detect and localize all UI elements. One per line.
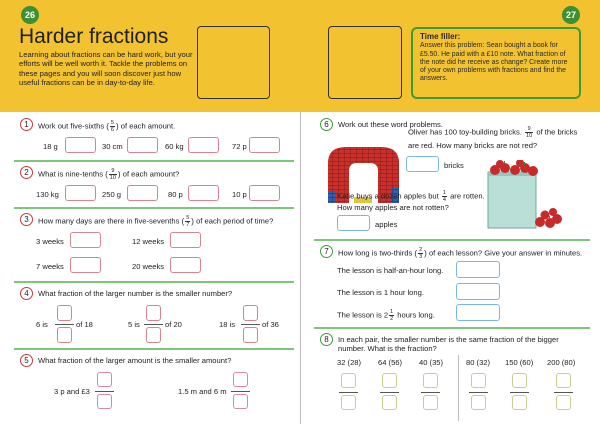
q4-denominator-box[interactable] [146,327,161,343]
question-1-text-a: Work out five-sixths [38,121,105,131]
q4-numerator-box[interactable] [243,305,258,321]
page-gutter [300,112,301,424]
q1-answer-box[interactable] [127,137,158,153]
q8-pair-label: 40 (35) [419,358,444,367]
q8-pair-label: 150 (60) [505,358,534,367]
fraction-bar [339,392,358,393]
q6-problem1-text-b: of the bricks [536,127,578,137]
q6-apples-answer-box[interactable] [337,215,370,231]
q4-item-label: 18 is [219,320,236,329]
q8-numerator-box[interactable] [341,373,356,388]
apple-bag-illustration [458,160,563,230]
q8-separator [458,355,459,421]
q2-answer-box[interactable] [127,185,158,201]
question-7-text-b: of each lesson? Give your answer in minutes. [428,248,583,258]
q2-answer-box[interactable] [65,185,96,201]
q1-answer-box[interactable] [249,137,280,153]
page-number-left: 26 [21,6,39,24]
q5-numerator-box[interactable] [233,372,248,387]
q5-denominator-box[interactable] [97,394,112,409]
q8-pair-label: 80 (32) [466,358,491,367]
question-8-text-line2: number. What is the fraction? [338,344,437,353]
q2-answer-box[interactable] [249,185,280,201]
q6-apples-unit: apples [375,220,398,229]
blank-panel-left [197,26,270,99]
fraction-bar [469,392,488,393]
fraction-bar [231,391,250,392]
question-7-text-a: How long is two-thirds [338,248,413,258]
q7-answer-box[interactable] [456,304,500,321]
q8-denominator-box[interactable] [512,395,527,410]
fraction-bar [144,324,163,325]
q8-pair-label: 64 (56) [378,358,403,367]
q6-problem1-fraction: $\frac{9}{10}$ [526,126,533,139]
question-number-2: 2 [20,166,33,179]
q5-item-label: 1.5 m and 6 m [178,387,227,396]
intro-text: Learning about fractions can be hard work, but your efforts will be well worth it. Tackle the problems on these pages and you will soon discover just how useful fractions can be in day-to-day life. [19,50,193,88]
q4-item-label: of 20 [165,320,182,329]
question-number-4: 4 [20,287,33,300]
q5-denominator-box[interactable] [233,394,248,409]
q7-item3-text-a: The lesson is 2 [337,310,389,320]
q7-item-label: The lesson is half-an-hour long. [337,266,444,275]
q8-denominator-box[interactable] [341,395,356,410]
q8-numerator-box[interactable] [423,373,438,388]
q6-problem1-line1 [408,126,577,139]
question-number-7: 7 [320,245,333,258]
q7-item3-text-b: hours long. [397,310,435,320]
divider [14,160,294,162]
q6-problem2-fraction: $\frac{1}{4}$ [442,190,446,203]
question-1-text: Work out five-sixths ( $\frac{5}{6}$ ) of each amount. [38,120,176,133]
q2-answer-box[interactable] [188,185,219,201]
fraction-bar [95,391,114,392]
question-number-1: 1 [20,118,33,131]
divider [14,348,294,350]
q7-answer-box[interactable] [456,261,500,278]
q4-item-label: 5 is [128,320,140,329]
q5-item-label: 3 p and £3 [54,387,90,396]
q2-item-label: 130 kg [36,190,59,199]
q7-answer-box[interactable] [456,283,500,300]
blank-panel-right [328,26,402,99]
fraction-bar [55,324,74,325]
question-3-text-b: of each period of time? [196,216,274,226]
time-filler-text: Answer this problem: Sean bought a book for £5.50. He paid with a £10 note. What fraction of the note did he receive as change? Create more of your own problems with fractions and find the answers. [420,42,568,83]
question-1-text-b: of each amount. [120,121,176,131]
q7-item-label: The lesson is 1 hour long. [337,288,424,297]
q4-numerator-box[interactable] [57,305,72,321]
q1-answer-box[interactable] [188,137,219,153]
fraction-bar [554,392,573,393]
question-2-text: What is nine-tenths ( $\frac{9}{10}$ ) of each amount? [38,168,180,181]
q1-answer-box[interactable] [65,137,96,153]
q2-item-label: 250 g [102,190,122,199]
q6-problem2-line2: How many apples are not rotten? [337,203,449,212]
q8-pair-label: 32 (28) [337,358,362,367]
question-number-6: 6 [320,118,333,131]
page-title: Harder fractions [19,25,169,48]
q3-answer-box[interactable] [170,257,201,273]
time-filler-box [411,27,581,99]
q6-problem2-text-a: Katie buys a dozen apples but [337,191,439,201]
q2-item-label: 80 p [168,190,183,199]
q4-item-label: of 36 [262,320,279,329]
q7-item-label [337,309,435,322]
question-number-5: 5 [20,354,33,367]
fraction-bar [241,324,260,325]
question-3-fraction: $\frac{5}{7}$ [186,215,190,228]
q6-bricks-answer-box[interactable] [406,156,439,172]
q6-problem2-text-b: are rotten. [450,191,485,201]
q3-answer-box[interactable] [170,232,201,248]
q4-numerator-box[interactable] [146,305,161,321]
question-8-text-line1: In each pair, the smaller number is the same fraction of the bigger [338,335,559,344]
fraction-bar [421,392,440,393]
q8-denominator-box[interactable] [423,395,438,410]
q3-item-label: 3 weeks [36,237,64,246]
q1-item-label: 18 g [43,142,58,151]
q5-numerator-box[interactable] [97,372,112,387]
q3-answer-box[interactable] [70,232,101,248]
q3-item-label: 12 weeks [132,237,165,246]
question-6-text: Work out these word problems. [338,120,443,129]
q4-denominator-box[interactable] [243,327,258,343]
q8-pair-label: 200 (80) [547,358,576,367]
question-2-fraction: $\frac{9}{10}$ [109,168,116,181]
question-4-text: What fraction of the larger number is the smaller number? [38,289,233,298]
q4-denominator-box[interactable] [57,327,72,343]
q3-item-label: 7 weeks [36,262,64,271]
q8-denominator-box[interactable] [382,395,397,410]
q2-item-label: 10 p [232,190,247,199]
q8-numerator-box[interactable] [512,373,527,388]
fraction-bar [510,392,529,393]
q7-item3-fraction: $\frac{1}{2}$ [390,309,394,322]
page-number-right: 27 [562,6,580,24]
question-7-fraction: $\frac{2}{3}$ [419,247,423,260]
question-3-text-a: How many days are there in five-sevenths [38,216,180,226]
header-band [0,0,600,112]
q6-problem1-text-a: Oliver has 100 toy-building bricks. [408,127,522,137]
question-2-text-b: of each amount? [122,169,180,179]
divider [14,207,294,209]
fraction-bar [380,392,399,393]
q1-item-label: 72 p [232,142,247,151]
q6-problem1-line2: are red. How many bricks are not red? [408,141,538,150]
q6-bricks-unit: bricks [444,161,464,170]
q8-numerator-box[interactable] [471,373,486,388]
divider [314,327,590,329]
question-3-text: How many days are there in five-sevenths ( $\frac{5}{7}$ ) of each period of time? [38,215,274,228]
q8-numerator-box[interactable] [556,373,571,388]
q8-numerator-box[interactable] [382,373,397,388]
question-1-fraction: $\frac{5}{6}$ [110,120,114,133]
q4-item-label: 6 is [36,320,48,329]
question-7-text: How long is two-thirds ( $\frac{2}{3}$ ) of each lesson? Give your answer in minutes. [338,247,583,260]
divider [14,281,294,283]
question-2-text-a: What is nine-tenths [38,169,103,179]
q8-denominator-box[interactable] [471,395,486,410]
question-number-3: 3 [20,213,33,226]
question-5-text: What fraction of the larger amount is the smaller amount? [38,356,232,365]
divider [314,239,590,241]
q3-item-label: 20 weeks [132,262,165,271]
time-filler-title: Time filler: [420,32,461,41]
q1-item-label: 30 cm [102,142,123,151]
q4-item-label: of 18 [76,320,93,329]
q1-item-label: 60 kg [165,142,184,151]
q8-denominator-box[interactable] [556,395,571,410]
question-number-8: 8 [320,333,333,346]
q3-answer-box[interactable] [70,257,101,273]
